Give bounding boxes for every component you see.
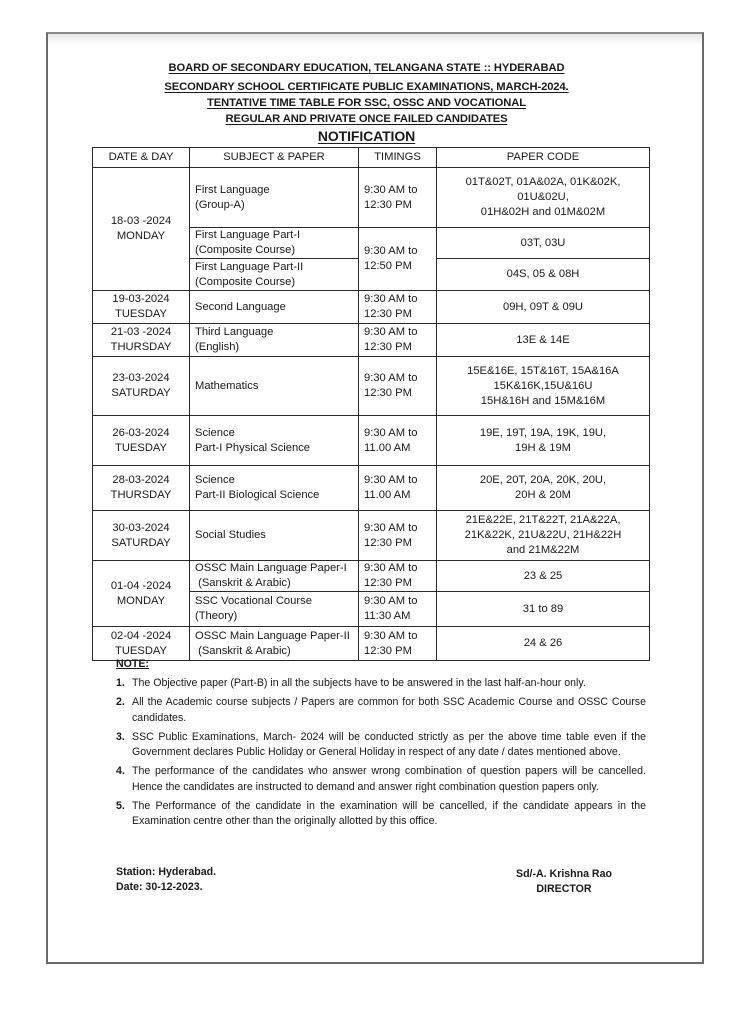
table-row (93, 357, 650, 416)
note-number: 1. (116, 677, 125, 689)
note-item (116, 764, 646, 795)
end-time: 12:50 PM (364, 260, 412, 272)
paper-code-cell (437, 561, 650, 592)
subject-detail: (Sanskrit & Arabic) (195, 577, 291, 589)
start-time: 9:30 AM to (364, 372, 418, 384)
paper-code-line: 21E&22E, 21T&22T, 21A&22A, (465, 514, 621, 526)
exam-day: TUESDAY (114, 441, 167, 454)
start-time: 9:30 AM to (364, 293, 418, 305)
date-day-cell (93, 324, 190, 357)
subject-name: Third Language (195, 326, 274, 338)
subject-cell (190, 416, 359, 466)
subject-detail: (Theory) (195, 610, 238, 622)
station-label: Station: Hyderabad. (116, 866, 217, 878)
timetable-heading: TENTATIVE TIME TABLE FOR SSC, OSSC AND VOCATIONAL (207, 97, 526, 109)
timing-cell (359, 627, 437, 661)
start-time: 9:30 AM to (364, 595, 418, 607)
exam-day: SATURDAY (111, 387, 171, 399)
board-heading: BOARD OF SECONDARY EDUCATION, TELANGANA STATE :: HYDERABAD (168, 62, 565, 74)
table-row (93, 168, 650, 228)
note-number: 5. (116, 800, 125, 813)
timing-cell (359, 561, 437, 592)
date-day-cell (93, 627, 190, 661)
end-time: 12:30 PM (364, 387, 412, 399)
paper-code-cell (437, 511, 650, 561)
exam-heading: SECONDARY SCHOOL CERTIFICATE PUBLIC EXAMINATIONS, MARCH-2024. (164, 81, 569, 93)
note-item (116, 799, 646, 830)
paper-code-line: 19E, 19T, 19A, 19K, 19U, (479, 426, 607, 439)
start-time: 9:30 AM to (364, 183, 418, 196)
header-date: DATE & DAY (93, 148, 190, 168)
end-time: 11.00 AM (364, 441, 411, 454)
header-timings: TIMINGS (359, 148, 437, 168)
paper-code-line: 15K&16K,15U&16U (493, 379, 593, 392)
timing-cell (359, 291, 437, 324)
notification-heading: NOTIFICATION (317, 128, 416, 144)
station-date-block (116, 865, 216, 895)
start-time: 9:30 AM to (364, 629, 418, 642)
subject-name: First Language Part-II (195, 260, 304, 273)
subject-cell (190, 168, 359, 228)
paper-code-cell (437, 592, 650, 627)
subject-name: Mathematics (195, 379, 259, 392)
exam-date: 19-03-2024 (112, 293, 170, 305)
subject-name: Social Studies (195, 529, 266, 541)
start-time: 9:30 AM to (364, 245, 418, 257)
subject-detail: (Composite Course) (195, 244, 296, 256)
paper-code-cell (437, 291, 650, 324)
end-time: 12:30 PM (364, 308, 412, 320)
timing-cell (359, 466, 437, 511)
paper-code-line: 15H&16H and 15M&16M (480, 394, 606, 407)
paper-code-line: 23 & 25 (523, 569, 563, 582)
paper-code-line: 09H, 09T & 09U (502, 300, 584, 313)
timing-cell (359, 511, 437, 561)
subject-cell (190, 511, 359, 561)
note-text: The Objective paper (Part-B) in all the subjects have to be answered in the last half-an-hour only. (132, 677, 586, 689)
table-row (93, 466, 650, 511)
header-subject: SUBJECT & PAPER (190, 148, 359, 168)
exam-day: THURSDAY (110, 341, 172, 353)
subject-cell (190, 592, 359, 627)
exam-date: 23-03-2024 (112, 372, 170, 384)
start-time: 9:30 AM to (364, 521, 418, 534)
timetable (92, 147, 650, 661)
subject-cell (190, 357, 359, 416)
subject-name: First Language Part-I (195, 229, 301, 241)
paper-code-cell (437, 259, 650, 291)
paper-code-line: 15E&16E, 15T&16T, 15A&16A (467, 364, 619, 377)
date-day-cell (93, 291, 190, 324)
exam-day: SATURDAY (111, 536, 171, 549)
subject-name: SSC Vocational Course (195, 595, 312, 607)
timing-cell (359, 324, 437, 357)
exam-day: MONDAY (116, 594, 166, 607)
note-text: The performance of the candidates who answer wrong combination of question papers will be cancelled. Hence the candidates are instructed to demand and answer right combination question papers only. (132, 765, 646, 793)
table-row (93, 511, 650, 561)
subject-cell (190, 561, 359, 592)
start-time: 9:30 AM to (364, 562, 418, 574)
note-item (116, 676, 646, 691)
table-row (93, 324, 650, 357)
paper-code-line: 03T, 03U (520, 236, 566, 249)
table-row (93, 561, 650, 592)
note-item (116, 695, 646, 726)
subject-name: OSSC Main Language Paper-I (195, 562, 347, 574)
table-row (93, 291, 650, 324)
subject-name: Science (195, 474, 235, 486)
subject-name: OSSC Main Language Paper-II (195, 629, 350, 642)
subject-name: Second Language (195, 300, 286, 313)
note-text: All the Academic course subjects / Papers are common for both SSC Academic Course and OSSC Course candidates. (132, 696, 646, 724)
paper-code-cell (437, 627, 650, 661)
subject-cell (190, 627, 359, 661)
subject-detail: (Composite Course) (195, 275, 296, 288)
exam-day: TUESDAY (114, 308, 167, 320)
exam-day: MONDAY (116, 230, 166, 242)
date-day-cell (93, 561, 190, 627)
paper-code-line: 01T&02T, 01A&02A, 01K&02K, (465, 176, 621, 188)
paper-code-line: 01H&02H and 01M&02M (480, 206, 606, 218)
table-row (93, 627, 650, 661)
subject-cell (190, 228, 359, 259)
candidates-heading: REGULAR AND PRIVATE ONCE FAILED CANDIDATES (225, 113, 508, 125)
paper-code-line: 04S, 05 & 08H (506, 268, 580, 280)
subject-cell (190, 259, 359, 291)
start-time: 9:30 AM to (364, 474, 418, 486)
end-time: 11.00 AM (364, 489, 411, 501)
note-number: 3. (116, 730, 125, 743)
subject-detail: Part-II Biological Science (195, 489, 320, 501)
subject-detail: (Group-A) (195, 198, 245, 211)
paper-code-line: and 21M&22M (506, 544, 580, 556)
header-paper-code: PAPER CODE (437, 148, 650, 168)
date-day-cell (93, 168, 190, 291)
paper-code-cell (437, 168, 650, 228)
exam-date: 02-04 -2024 (110, 629, 172, 642)
exam-day: THURSDAY (110, 489, 172, 501)
end-time: 12:30 PM (364, 198, 412, 211)
exam-date: 28-03-2024 (112, 474, 170, 486)
exam-date: 21-03 -2024 (110, 326, 172, 338)
end-time: 11:30 AM (364, 610, 411, 622)
table-header-row (93, 148, 650, 168)
exam-date: 30-03-2024 (112, 521, 170, 534)
signatory-name: Sd/-A. Krishna Rao (516, 868, 612, 880)
exam-day: TUESDAY (114, 644, 167, 657)
paper-code-cell (437, 228, 650, 259)
table-body (93, 168, 650, 661)
end-time: 12:30 PM (364, 577, 412, 589)
note-number: 2. (116, 696, 125, 709)
subject-cell (190, 324, 359, 357)
end-time: 12:30 PM (364, 644, 412, 657)
end-time: 12:30 PM (364, 536, 412, 549)
subject-name: First Language (195, 183, 270, 196)
note-item (116, 730, 646, 761)
subject-detail: (English) (195, 341, 240, 353)
exam-date: 01-04 -2024 (110, 579, 172, 592)
paper-code-cell (437, 416, 650, 466)
paper-code-line: 13E & 14E (516, 333, 570, 346)
notes-title: NOTE: (116, 658, 149, 670)
timing-cell (359, 416, 437, 466)
timing-cell (359, 357, 437, 416)
signatory-designation: DIRECTOR (536, 883, 592, 895)
note-text: The Performance of the candidate in the examination will be cancelled, if the candidate appears in the Examination centre other than the originally allotted by this office. (132, 800, 646, 828)
paper-code-line: 24 & 26 (523, 637, 563, 649)
date-day-cell (93, 357, 190, 416)
timing-cell (359, 168, 437, 228)
exam-date: 26-03-2024 (112, 426, 170, 439)
paper-code-cell (437, 466, 650, 511)
subject-cell (190, 291, 359, 324)
signature-block (516, 867, 612, 897)
start-time: 9:30 AM to (364, 326, 418, 338)
end-time: 12:30 PM (364, 341, 412, 353)
issue-date: Date: 30-12-2023. (116, 881, 203, 893)
paper-code-cell (437, 357, 650, 416)
note-number: 4. (116, 765, 125, 778)
subject-name: Science (195, 426, 235, 439)
paper-code-line: 20H & 20M (515, 489, 571, 501)
notes-section (116, 658, 646, 834)
exam-date: 18-03 -2024 (110, 215, 172, 227)
subject-cell (190, 466, 359, 511)
timing-cell (359, 228, 437, 291)
timing-cell (359, 592, 437, 627)
date-day-cell (93, 466, 190, 511)
note-text: SSC Public Examinations, March- 2024 will be conducted strictly as per the above time table even if the Government declares Public Holiday or General Holiday in respect of any date / dates mentioned above. (132, 730, 646, 759)
date-day-cell (93, 416, 190, 466)
paper-code-line: 01U&02U, (517, 191, 569, 203)
paper-code-line: 31 to 89 (522, 602, 564, 615)
subject-detail: (Sanskrit & Arabic) (195, 644, 291, 657)
date-day-cell (93, 511, 190, 561)
paper-code-line: 21K&22K, 21U&22U, 21H&22H (464, 529, 622, 541)
paper-code-cell (437, 324, 650, 357)
start-time: 9:30 AM to (364, 426, 418, 439)
subject-detail: Part-I Physical Science (195, 441, 311, 454)
notes-list (116, 676, 646, 830)
paper-code-line: 20E, 20T, 20A, 20K, 20U, (479, 474, 607, 486)
paper-code-line: 19H & 19M (515, 441, 571, 454)
table-row (93, 416, 650, 466)
